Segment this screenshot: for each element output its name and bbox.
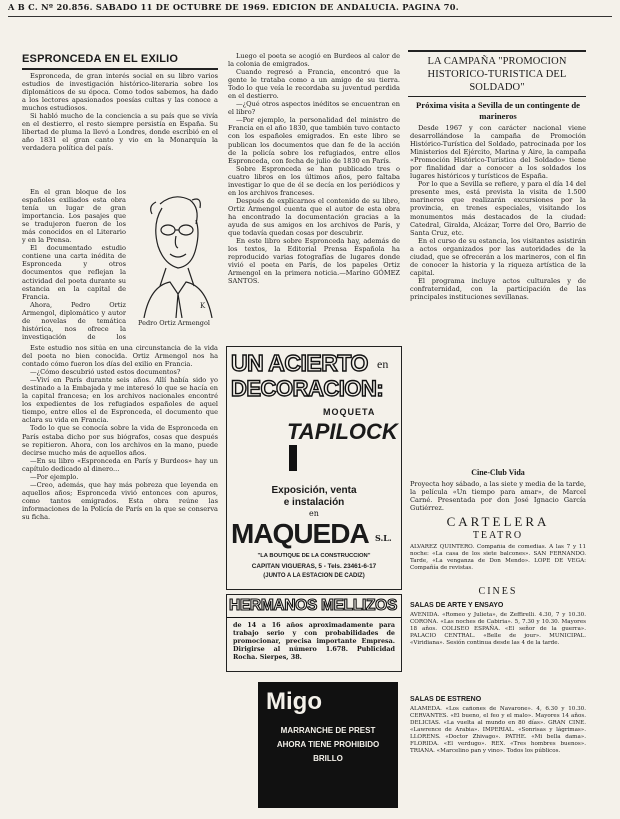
article3-body bbox=[410, 124, 586, 466]
ad-mellizos bbox=[226, 594, 402, 672]
article3-subhead: Próxima visita a Sevilla de un contingente de marineros bbox=[416, 100, 580, 121]
ad-address1: CAPITAN VIGUERAS, 5 - Tels. 23461-6-17 bbox=[251, 563, 377, 570]
ad-expo-line3: en bbox=[309, 509, 319, 518]
headline-rule bbox=[22, 68, 218, 70]
paragraph: —¿Cómo descubrió usted estos documentos? bbox=[30, 368, 181, 377]
paragraph: Espronceda, de gran interés social en su libro varios estudios de investigación histórico-literaria sobre los diplomáticos de su época. Como todos sabemos, ha dado a los lectores apasionados poesías cultas y las conoce a muchos estudiosos. bbox=[22, 72, 218, 113]
ad-brand-maqueda: MAQUEDA bbox=[231, 518, 369, 549]
cines-heading: CINES bbox=[478, 586, 518, 597]
ad-mellizos-title: HERMANOS MELLIZOS bbox=[229, 597, 397, 614]
ad-address2: (JUNTO A LA ESTACION DE CADIZ) bbox=[263, 573, 365, 579]
ad-brand-sa: S.L. bbox=[375, 533, 392, 543]
estreno-listing: ALAMEDA. «Los cañones de Navarone». 4, 6.30 y 10.30. CERVANTES. «El bueno, el feo y el malo». Mayores 14 años. DELICIAS. «La vuelta al mundo en 80 días». GRAN CINE. «Lawrence de Arabia». IMPERIAL. «Sonrisas y lágrimas». LLORENS. «Doctor Zhivago». PATHE. «Mi bella dama». FLORIDA. «El verdugo». REX. «Tres hombres buenos». TRIANA. «Marcelino pan y vino». Todos los públicos. bbox=[410, 706, 586, 754]
article1-body bbox=[22, 344, 218, 800]
headline-rule-bottom bbox=[408, 96, 586, 97]
ad-acierto-en: en bbox=[377, 357, 389, 371]
paragraph: —En su libro «Espronceda en París y Burdeos» hay un capítulo dedicado al dinero... bbox=[22, 456, 218, 473]
paragraph: —¿Qué otros aspectos inéditos se encuentran en el libro? bbox=[228, 100, 400, 117]
ad-brand-tapilock: TAPILOCK bbox=[287, 419, 398, 444]
ad-expo-line1: Exposición, venta bbox=[271, 485, 357, 496]
ad-mellizos-text: de 14 a 16 años aproximadamente para trabajo serio y con probabilidades de promocionar, precisa importante Empresa. Dirigirse al número 1.678. Publicidad Rocha. Sierpes, 38. bbox=[233, 621, 395, 661]
cartelera-title: CARTELERA bbox=[446, 514, 550, 529]
brand-stroke bbox=[289, 445, 297, 471]
divider bbox=[227, 617, 401, 618]
paragraph: En el gran bloque de los españoles exiliados esta obra tenía un lugar de gran importancia. Los pasajes que se tradujeron fueron de los más conocidos en el Literario y en la Prensa. bbox=[22, 188, 126, 245]
paragraph: Cuando regresó a Francia, encontró que la gente le trataba como a un amigo de su tierra. Todo lo que veía le recordaba su juventud perdida en el destierro. bbox=[228, 68, 400, 101]
paragraph: El programa incluye actos culturales y de confraternidad, con la participación de las principales instituciones sevillanas. bbox=[410, 276, 586, 301]
paragraph: Sobre Espronceda se han publicado tres o cuatro libros en los últimos años, pero faltaba investigar lo que de él se decía en los periódicos y en los archivos franceses. bbox=[228, 164, 400, 197]
arte-ensayo-listing: AVENIDA. «Romeo y Julieta», de Zeffirelli. 4.30, 7 y 10.30. CORONA. «Las noches de Cabiria». 5, 7.30 y 10.30. Mayores 18 años. COLISEO ESPAÑA. «El señor de la guerra». PALACIO CENTRAL. «Belle de jour». MUNICIPAL. «Viridiana». Sesión continua desde las 4 de la tarde. bbox=[410, 612, 586, 646]
ad-migo-line2: AHORA TIENE PROHIBIDO bbox=[276, 740, 380, 749]
article-headline-espronceda: ESPRONCEDA EN EL EXILIO bbox=[22, 53, 179, 65]
paragraph: Si habló mucho de la conciencia a su país que se vivía en el destierro, el resto siempre persistía en España. Su libertad de pluma la llevó a Londres, donde escribió en el año 1831 el gran canto y vio en la Monarquía la verdadera política del país. bbox=[22, 112, 218, 153]
ad-acierto-line1: UN ACIERTO bbox=[231, 350, 368, 376]
author-caricature bbox=[130, 190, 218, 318]
arte-ensayo-heading: SALAS DE ARTE Y ENSAYO bbox=[410, 602, 504, 609]
svg-text:K: K bbox=[200, 302, 206, 310]
paragraph: Este estudio nos sitúa en una circunstancia de la vida del poeta no bien conocida. Ortiz Armengol nos ha contado cómo fueron los días del exilio en Francia. bbox=[22, 344, 218, 369]
ad-migo-line1: MARRANCHE DE PREST bbox=[280, 726, 376, 735]
paragraph: En este libro sobre Espronceda hay, además de los textos, la Editorial Prensa Española ha reproducido varias fotografías de lugares donde vivió el poeta en París, de los papeles Ortiz Armengol en la primera noticia.—Marino GÓMEZ SANTOS. bbox=[228, 237, 400, 286]
header-rule bbox=[8, 16, 612, 17]
ad-migo-brand: Migo bbox=[266, 688, 322, 715]
teatro-heading: TEATRO bbox=[472, 530, 524, 541]
ad-migo bbox=[258, 682, 398, 808]
paragraph: Desde 1967 y con carácter nacional viene desarrollándose la campaña de Promoción Histórico-Turística del Soldado, patrocinada por los Ministerios del Ejército, Marina y Aire, la campaña «Promoción Histórico-Turística del Soldado» tiene por finalidad dar a conocer a los soldados los lugares históricos y turísticos de España. bbox=[410, 124, 586, 181]
estreno-heading: SALAS DE ESTRENO bbox=[410, 696, 482, 703]
article1-beside-photo bbox=[22, 188, 126, 340]
paragraph: —Viví en París durante seis años. Allí había sido yo destinado a la Embajada y me interesó lo que se hacía en la capital francesa; en los archivos nacionales encontré los expedientes de los refugiados españoles de aquel tiempo, entre ellos el de Espronceda, el documento que aclara su vida en Francia. bbox=[22, 376, 218, 425]
teatro-listing: ALVAREZ QUINTERO. Compañía de comedias. A las 7 y 11 noche: «La casa de los siete balcones». SAN FERNANDO. Tarde, «La venganza de Don Mendo». LOPE DE VEGA: Compañía de revistas. bbox=[410, 544, 586, 571]
cineclub-text: Proyecta hoy sábado, a las siete y media de la tarde, la película «Un tiempo para amar», de Marcel Carné. Presentada por don José Ignacio García Gutiérrez. bbox=[410, 480, 586, 512]
paragraph: —Creo, además, que hay más pobreza que leyenda en aquellos años; Espronceda vivió entonces con apuros, como tantos emigrados. Esta obra reúne las informaciones de la Policía de París en la que se conserva su ficha. bbox=[22, 480, 218, 521]
cineclub-title: Cine-Club Vida bbox=[471, 468, 525, 477]
article1-intro bbox=[22, 72, 218, 186]
paragraph: En el curso de su estancia, los visitantes asistirán a actos organizados por las autoridades de la ciudad, que se ofrecerán a los marineros, con el fin de conocer la historia y la riqueza artística de la capital. bbox=[410, 236, 586, 277]
paragraph: —Por ejemplo. bbox=[30, 472, 79, 481]
ad-acierto-line2: DECORACION: bbox=[231, 376, 384, 401]
paragraph: Después de explicarnos el contenido de su libro, Ortiz Armengol cuenta que el autor de esta obra ha encontrado la documentación gracias a la ayuda de sus amigos en los archivos de París, y que todavía quedan cosas por descubrir. bbox=[228, 196, 400, 238]
paragraph: Luego el poeta se acogió en Burdeos al calor de la colonia de emigrados. bbox=[228, 52, 400, 69]
ad-decoration bbox=[226, 346, 402, 590]
page-header: A B C. Nº 20.856. SABADO 11 DE OCTUBRE DE 1969. EDICION DE ANDALUCIA. PAGINA 70. bbox=[8, 2, 459, 12]
paragraph: El documentado estudio contiene una carta inédita de Espronceda y otros documentos que reflejan la actividad del poeta durante su estancia en la capital de Francia. bbox=[22, 244, 126, 301]
caricature-drawing bbox=[130, 190, 218, 318]
paragraph: Ahora, Pedro Ortiz Armengol, diplomático y autor de novelas de temática histórica, nos ofrece la investigación de los bbox=[22, 300, 126, 340]
paragraph: Por lo que a Sevilla se refiere, y para el día 14 del presente mes, está prevista la visita de 1.500 marineros que realizarán excursiones por la provincia, en trenes especiales, visitando los monumentos más destacados de la ciudad: Catedral, Giralda, Alcázar, Torre del Oro, Barrio de Santa Cruz, etc. bbox=[410, 180, 586, 237]
article3-headline: LA CAMPAÑA "PROMOCION HISTORICO-TURISTICA DEL SOLDADO" bbox=[427, 56, 567, 93]
headline-rule-top bbox=[408, 50, 586, 52]
paragraph: Todo lo que se conocía sobre la vida de Espronceda en París estaba dicho por sus biógrafos, cosas que después se repitieron. Ahora, con los archivos en la mano, puede decirse mucho más de aquellos años. bbox=[22, 424, 218, 457]
ad-migo-line3: BRILLO bbox=[313, 754, 343, 763]
ad-slogan: "LA BOUTIQUE DE LA CONSTRUCCION" bbox=[257, 553, 371, 559]
photo-caption: Pedro Ortiz Armengol bbox=[138, 319, 210, 327]
paragraph: —Por ejemplo, la personalidad del ministro de Francia en el año 1830, que también tuvo contacto con los españoles emigrados. En este libro se publican los documentos que dan fe de la acción de la policía sobre los refugiados, entre ellos Espronceda, con fecha de julio de 1830 en París. bbox=[228, 116, 400, 165]
ad-expo-line2: e instalación bbox=[283, 497, 345, 508]
ad-moqueta: MOQUETA bbox=[323, 407, 376, 417]
article2-body bbox=[228, 52, 400, 342]
